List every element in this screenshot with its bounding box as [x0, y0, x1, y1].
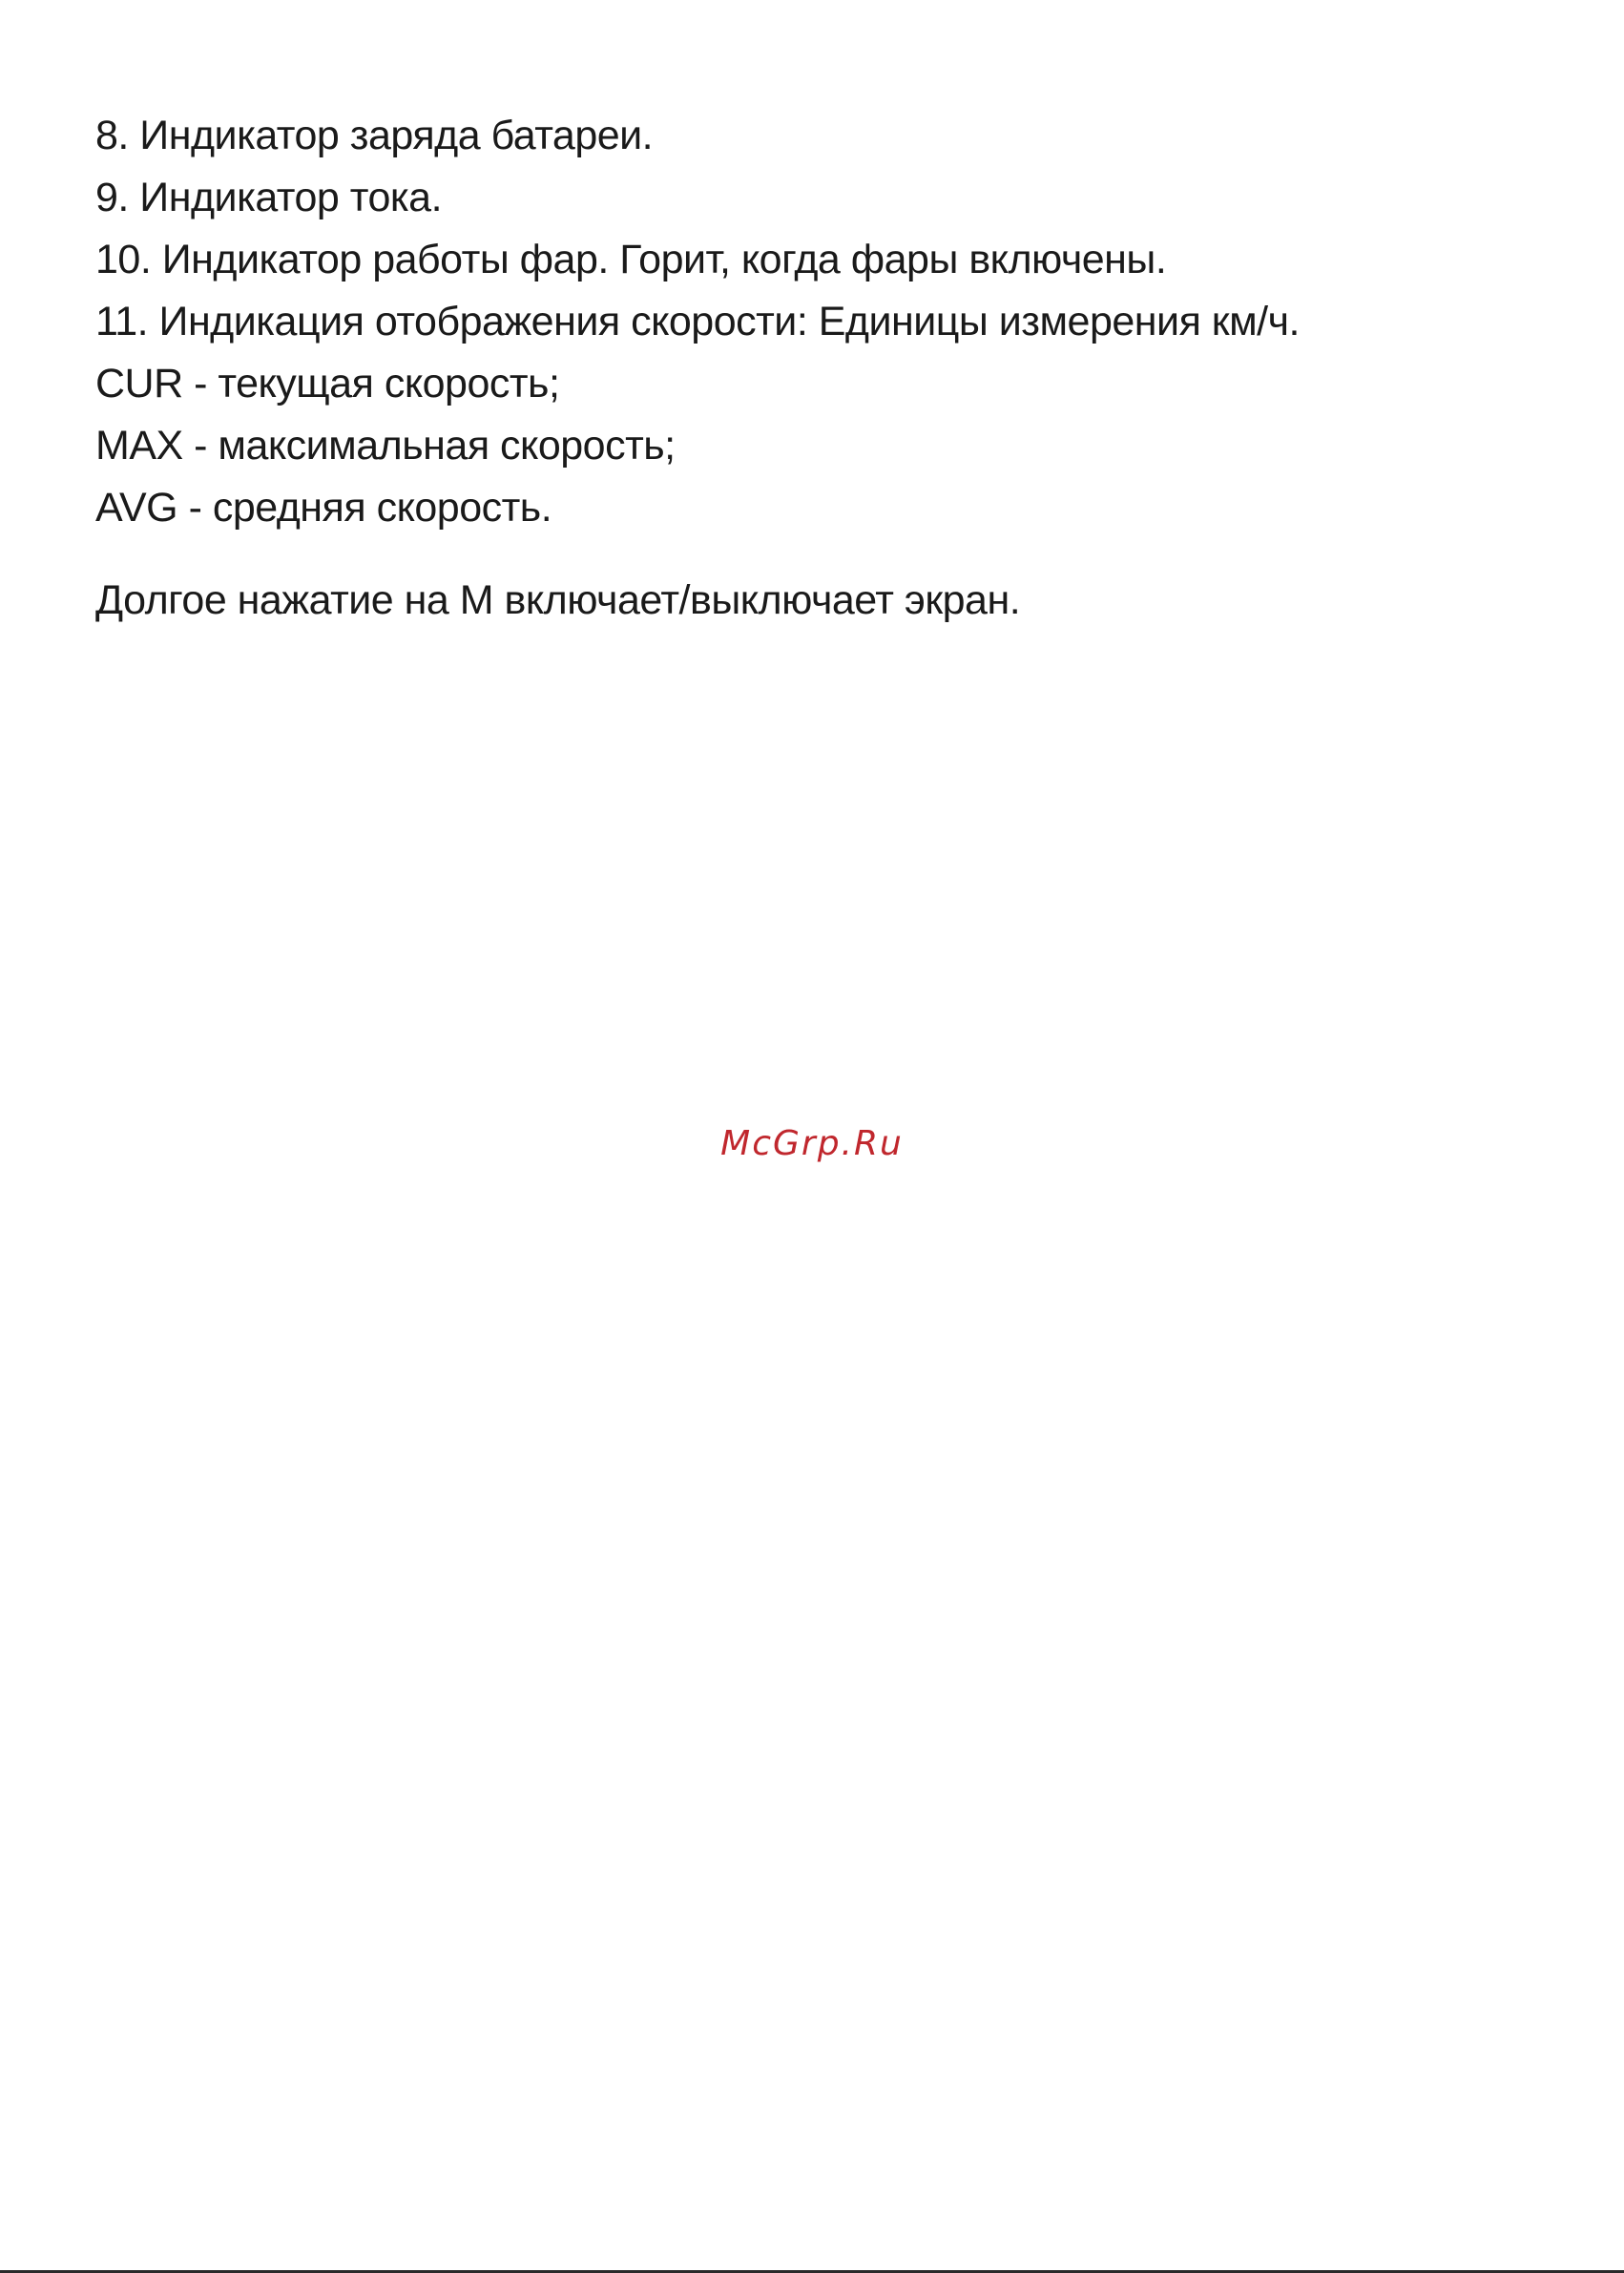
item-battery-indicator: 8. Индикатор заряда батареи. — [95, 113, 654, 158]
item-speed-display: 11. Индикация отображения скорости: Единицы измерения км/ч. — [95, 299, 1300, 344]
item-current-indicator: 9. Индикатор тока. — [95, 175, 443, 220]
item-headlight-indicator: 10. Индикатор работы фар. Горит, когда фары включены. — [95, 237, 1167, 282]
watermark: McGrp.Ru — [720, 1124, 904, 1163]
document-body — [95, 105, 1527, 632]
long-press-note: Долгое нажатие на М включает/выключает экран. — [95, 577, 1021, 623]
item-speed-max: MAX - максимальная скорость; — [95, 423, 676, 469]
item-speed-average: AVG - средняя скорость. — [95, 485, 552, 531]
item-speed-current: CUR - текущая скорость; — [95, 361, 560, 407]
